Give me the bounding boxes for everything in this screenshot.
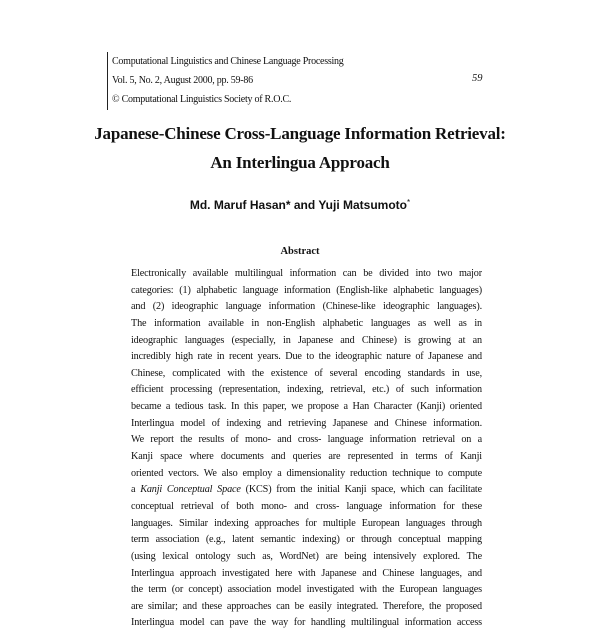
volume-info: Vol. 5, No. 2, August 2000, pp. 59-86 <box>112 75 253 86</box>
abstract-line: ideographic languages (especially, in Japanese and Chinese) is growing at an <box>131 334 482 346</box>
paper-title-line-2: An Interlingua Approach <box>210 153 390 172</box>
author-line <box>0 198 600 212</box>
abstract-line: categories: (1) alphabetic language information (English-like alphabetic languages) <box>131 284 482 296</box>
copyright-notice: © Computational Linguistics Society of R.O.C. <box>112 94 292 105</box>
abstract-line: are similar; and these approaches can be easily integrated. Therefore, the proposed <box>131 600 482 612</box>
abstract-line: languages. Similar indexing approaches for multiple European languages through <box>131 517 482 529</box>
abstract-line: the term (or concept) association model investigated with the European languages <box>131 584 482 596</box>
abstract-line: oriented vectors. We also employ a dimensionality reduction technique to compute <box>131 467 482 479</box>
paper-title-line-1: Japanese-Chinese Cross-Language Information Retrieval: <box>94 124 506 143</box>
abstract-line: term association (e.g., latent semantic indexing) or through conceptual mapping <box>131 534 482 546</box>
abstract-line: and (2) ideographic language information (Chinese-like ideographic languages). <box>131 301 482 313</box>
abstract-line: Kanji space where documents and queries are represented in terms of Kanji <box>131 451 482 463</box>
abstract-line: Interlingua model can pave the way for handling multilingual information access <box>131 617 482 629</box>
abstract-line: incredibly high rate in recent years. Due to the ideographic nature of Japanese and <box>131 351 482 363</box>
abstract-line: We report the results of mono- and cross- language information retrieval on a <box>131 434 482 446</box>
abstract-heading: Abstract <box>280 246 320 257</box>
author-footnote-marker: * <box>407 198 411 207</box>
abstract-line: efficient processing (representation, indexing, retrieval, etc.) of such information <box>131 384 482 396</box>
journal-header <box>107 52 382 110</box>
abstract-line: Chinese, complicated with the existence of several encoding standards in use, <box>131 367 482 379</box>
abstract-line: became a tedious task. In this paper, we propose a Han Character (Kanji) oriented <box>131 401 482 413</box>
abstract-line-text: (KCS) from the initial Kanji space, which can facilitate <box>240 484 482 496</box>
abstract-italic-term: Kanji Conceptual Space <box>140 484 241 496</box>
abstract-line: Interlingua approach investigated here with Japanese and Chinese languages, and <box>131 567 482 579</box>
journal-name: Computational Linguistics and Chinese Language Processing <box>112 56 344 67</box>
abstract-line: conceptual retrieval of both mono- and cross- language information for these <box>131 500 482 512</box>
page-number: 59 <box>472 73 483 84</box>
abstract-line: Electronically available multilingual information can be divided into two major <box>131 268 482 279</box>
abstract-body <box>131 266 482 632</box>
abstract-line-text: a <box>131 484 141 496</box>
abstract-line <box>131 482 482 499</box>
abstract-line: Interlingua model of indexing and retrieving Japanese and Chinese information. <box>131 417 482 429</box>
abstract-line: (using lexical ontology such as, WordNet) are being intensively explored. The <box>131 550 482 562</box>
author-names: Md. Maruf Hasan* and Yuji Matsumoto <box>189 198 407 212</box>
abstract-line: The information available in non-English alphabetic languages as well as in <box>131 317 482 329</box>
